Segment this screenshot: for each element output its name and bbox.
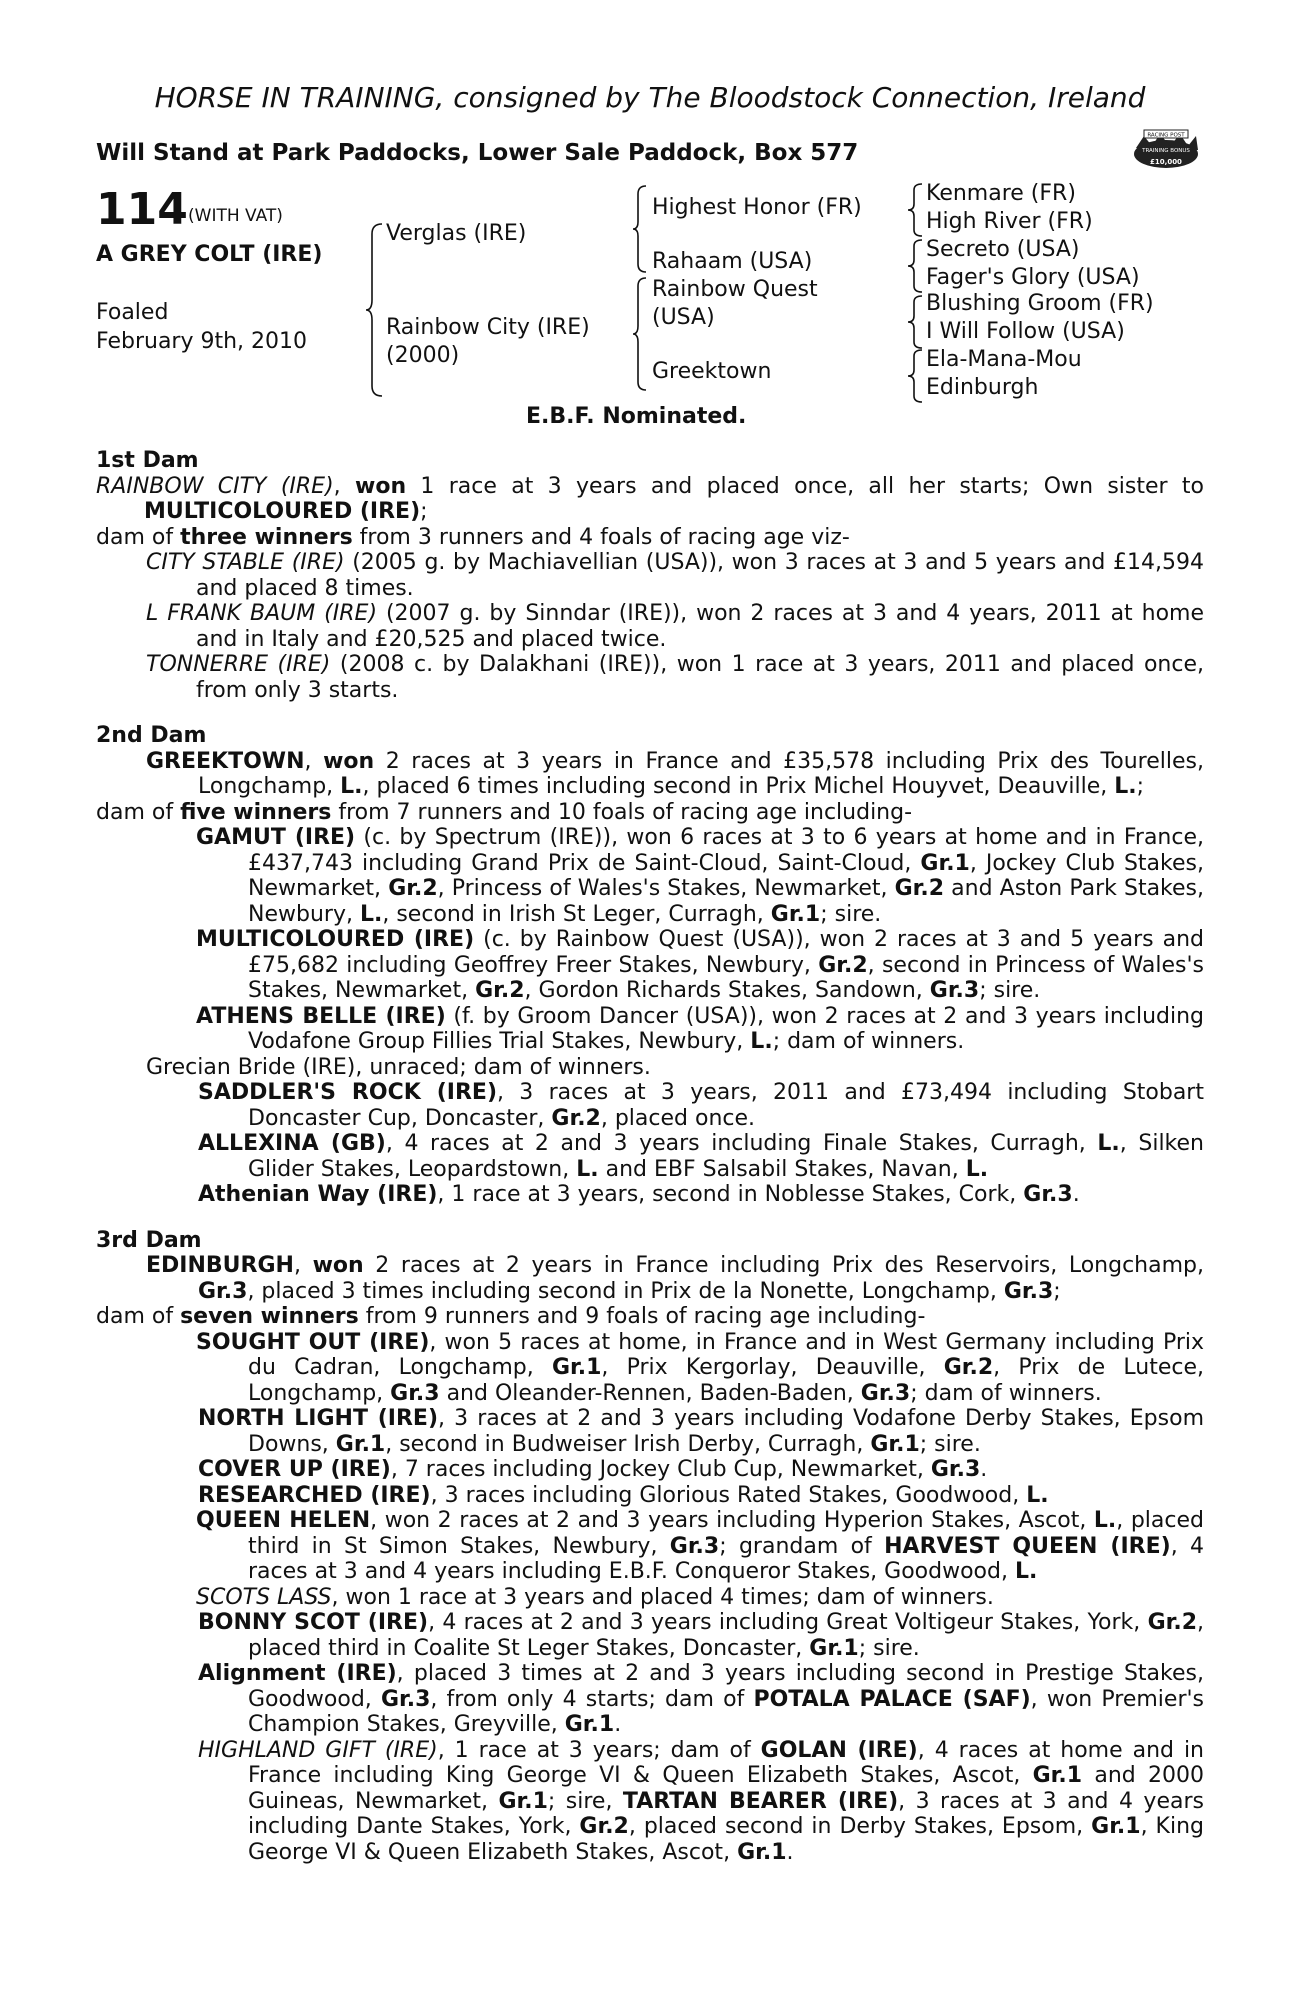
g-high-river: High River (FR) [926, 209, 1093, 234]
foaled-date: February 9th, 2010 [96, 329, 308, 354]
g-ela-mana-mou: Ela-Mana-Mou [926, 347, 1082, 372]
badge-mid-text: TRAINING BONUS [1142, 148, 1190, 154]
progeny-item: ATHENS BELLE (IRE) (f. by Groom Dancer (USA)), won 2 races at 2 and 3 years including Vodafone Group Fillies Trial Stakes, Newbury, L.; dam of winners. [196, 1003, 1205, 1054]
dam-paragraph: RAINBOW CITY (IRE), won 1 race at 3 years and placed once, all her starts; Own sister to MULTICOLOURED (IRE); [96, 473, 1204, 524]
foaled-label: Foaled [96, 300, 169, 325]
dam-paragraph: GREEKTOWN, won 2 races at 3 years in France and £35,578 including Prix des Tourelles, Longchamp, L., placed 6 times including second in Prix Michel Houyvet, Deauville, L.; [146, 748, 1204, 799]
grand-progeny-item: NORTH LIGHT (IRE), 3 races at 2 and 3 years including Vodafone Derby Stakes, Epsom Downs, Gr.1, second in Budweiser Irish Derby, Curragh, Gr.1; sire. [198, 1406, 1204, 1457]
ebf-nominated: E.B.F. Nominated. [526, 404, 747, 429]
dam-sire-line1: Rainbow Quest [652, 277, 818, 302]
sire-sire: Highest Honor (FR) [652, 195, 862, 220]
g-i-will-follow: I Will Follow (USA) [926, 319, 1125, 344]
progeny-item: SOUGHT OUT (IRE), won 5 races at home, in France and in West Germany including Prix du Cadran, Longchamp, Gr.1, Prix Kergorlay, Deauville, Gr.2, Prix de Lutece, Longchamp, Gr.3 and Oleander-Rennen, Baden-Baden, Gr.3; dam of winners. [196, 1329, 1204, 1406]
stand-location: Will Stand at Park Paddocks, Lower Sale Paddock, Box 577 [96, 140, 859, 166]
dam-paragraph: EDINBURGH, won 2 races at 2 years in France including Prix des Reservoirs, Longchamp, Gr.3, placed 3 times including second in Prix de la Nonette, Longchamp, Gr.3; [146, 1253, 1204, 1304]
grandsire-bracket-3 [906, 294, 924, 350]
grand-progeny-item: BONNY SCOT (IRE), 4 races at 2 and 3 years including Great Voltigeur Stakes, York, Gr.2, placed third in Coalite St Leger Stakes, Doncaster, Gr.1; sire. [198, 1610, 1204, 1661]
progeny-item: TONNERRE (IRE) (2008 c. by Dalakhani (IRE)), won 1 race at 3 years, 2011 and placed once, from only 3 starts. [146, 652, 1204, 703]
section-title: 1st Dam [96, 448, 199, 473]
lot-number: 114 [96, 184, 188, 235]
badge-amount-text: £10,000 [1150, 158, 1182, 166]
grand-progeny-item: Alignment (IRE), placed 3 times at 2 and 3 years including second in Prestige Stakes, Goodwood, Gr.3, from only 4 starts; dam of POTALA PALACE (SAF), won Premier's Champion Stakes, Greyville, Gr.1. [198, 1661, 1204, 1737]
progeny-item: GAMUT (IRE) (c. by Spectrum (IRE)), won 6 races at 3 to 6 years at home and in France, £437,743 including Grand Prix de Saint-Cloud, Saint-Cloud, Gr.1, Jockey Club Stakes, Newmarket, Gr.2, Princess of Wales's Stakes, Newmarket, Gr.2 and Aston Park Stakes, Newbury, L., second in Irish St Leger, Curragh, Gr.1; sire. [196, 825, 1205, 927]
sire-dam: Rahaam (USA) [652, 249, 813, 274]
page-title: HORSE IN TRAINING, consigned by The Bloodstock Connection, Ireland [154, 81, 1146, 114]
badge-top-text: RACING POST [1147, 132, 1185, 139]
grandsire-bracket-1 [906, 182, 924, 238]
progeny-item: QUEEN HELEN, won 2 races at 2 and 3 years including Hyperion Stakes, Ascot, L., placed third in St Simon Stakes, Newbury, Gr.3; grandam of HARVEST QUEEN (IRE), 4 races at 3 and 4 years including E.B.F. Conqueror Stakes, Goodwood, L. [196, 1508, 1205, 1584]
dam-parents-bracket [632, 276, 648, 392]
grand-progeny-item: HIGHLAND GIFT (IRE), 1 race at 3 years; dam of GOLAN (IRE), 4 races at home and in France including King George VI & Queen Elizabeth Stakes, Ascot, Gr.1 and 2000 Guineas, Newmarket, Gr.1; sire, TARTAN BEARER (IRE), 3 races at 3 and 4 years including Dante Stakes, York, Gr.2, placed second in Derby Stakes, Epsom, Gr.1, King George VI & Queen Elizabeth Stakes, Ascot, Gr.1. [198, 1737, 1205, 1865]
sire: Verglas (IRE) [386, 221, 527, 246]
progeny-item: CITY STABLE (IRE) (2005 g. by Machiavellian (USA)), won 3 races at 3 and 5 years and £14,594 and placed 8 times. [146, 550, 1204, 601]
progeny-item: SCOTS LASS, won 1 race at 3 years and placed 4 times; dam of winners. [196, 1584, 994, 1610]
g-fagers-glory: Fager's Glory (USA) [926, 265, 1140, 290]
catalogue-page [96, 78, 1204, 1865]
foaled-info [96, 298, 307, 356]
dam-dam: Greektown [652, 359, 772, 384]
section-title: 2nd Dam [96, 723, 207, 748]
horse-description: A GREY COLT (IRE) [96, 242, 323, 267]
grandsire-bracket-4 [906, 348, 924, 404]
lot-vat: (WITH VAT) [188, 206, 283, 226]
section-title: 3rd Dam [96, 1227, 202, 1253]
dam-of-line: dam of seven winners from 9 runners and 9 foals of racing age including- [96, 1304, 926, 1329]
grand-progeny-item: Athenian Way (IRE), 1 race at 3 years, second in Noblesse Stakes, Cork, Gr.3. [198, 1182, 1080, 1207]
grandsire-bracket-2 [906, 238, 924, 294]
g-kenmare: Kenmare (FR) [926, 181, 1076, 206]
dam-sire-line2: (USA) [652, 305, 715, 330]
progeny-item: MULTICOLOURED (IRE) (c. by Rainbow Quest (USA)), won 2 races at 3 and 5 years and £75,682 including Geoffrey Freer Stakes, Newbury, Gr.2, second in Princess of Wales's Stakes, Newmarket, Gr.2, Gordon Richards Stakes, Sandown, Gr.3; sire. [196, 927, 1204, 1003]
g-secreto: Secreto (USA) [926, 237, 1080, 262]
third-dam-section [96, 1228, 1204, 1866]
dam-line2: (2000) [386, 343, 460, 368]
progeny-item: L FRANK BAUM (IRE) (2007 g. by Sinndar (IRE)), won 2 races at 3 and 4 years, 2011 at home and in Italy and £20,525 and placed twice. [146, 601, 1204, 652]
sire-dam-bracket [364, 220, 386, 400]
first-dam-section [96, 448, 1204, 703]
dam-of-line: dam of three winners from 3 runners and 4 foals of racing age viz- [96, 524, 850, 550]
sire-parents-bracket [632, 184, 648, 274]
grand-progeny-item: COVER UP (IRE), 7 races including Jockey Club Cup, Newmarket, Gr.3. [198, 1457, 988, 1482]
progeny-item: Grecian Bride (IRE), unraced; dam of winners. [146, 1054, 651, 1080]
g-blushing-groom: Blushing Groom (FR) [926, 291, 1154, 316]
lot-pedigree-block [96, 180, 1204, 430]
second-dam-section [96, 723, 1204, 1208]
grand-progeny-item: SADDLER'S ROCK (IRE), 3 races at 3 years, 2011 and £73,494 including Stobart Doncaster Cup, Doncaster, Gr.2, placed once. [198, 1080, 1204, 1131]
dam-of-line: dam of five winners from 7 runners and 10 foals of racing age including- [96, 799, 913, 825]
g-edinburgh: Edinburgh [926, 375, 1039, 400]
dam-line1: Rainbow City (IRE) [386, 315, 590, 340]
grand-progeny-item: RESEARCHED (IRE), 3 races including Glorious Rated Stakes, Goodwood, L. [198, 1482, 1049, 1508]
training-bonus-badge-icon [1130, 128, 1202, 176]
grand-progeny-item: ALLEXINA (GB), 4 races at 2 and 3 years including Finale Stakes, Curragh, L., Silken Glider Stakes, Leopardstown, L. and EBF Salsabil Stakes, Navan, L. [198, 1131, 1204, 1182]
